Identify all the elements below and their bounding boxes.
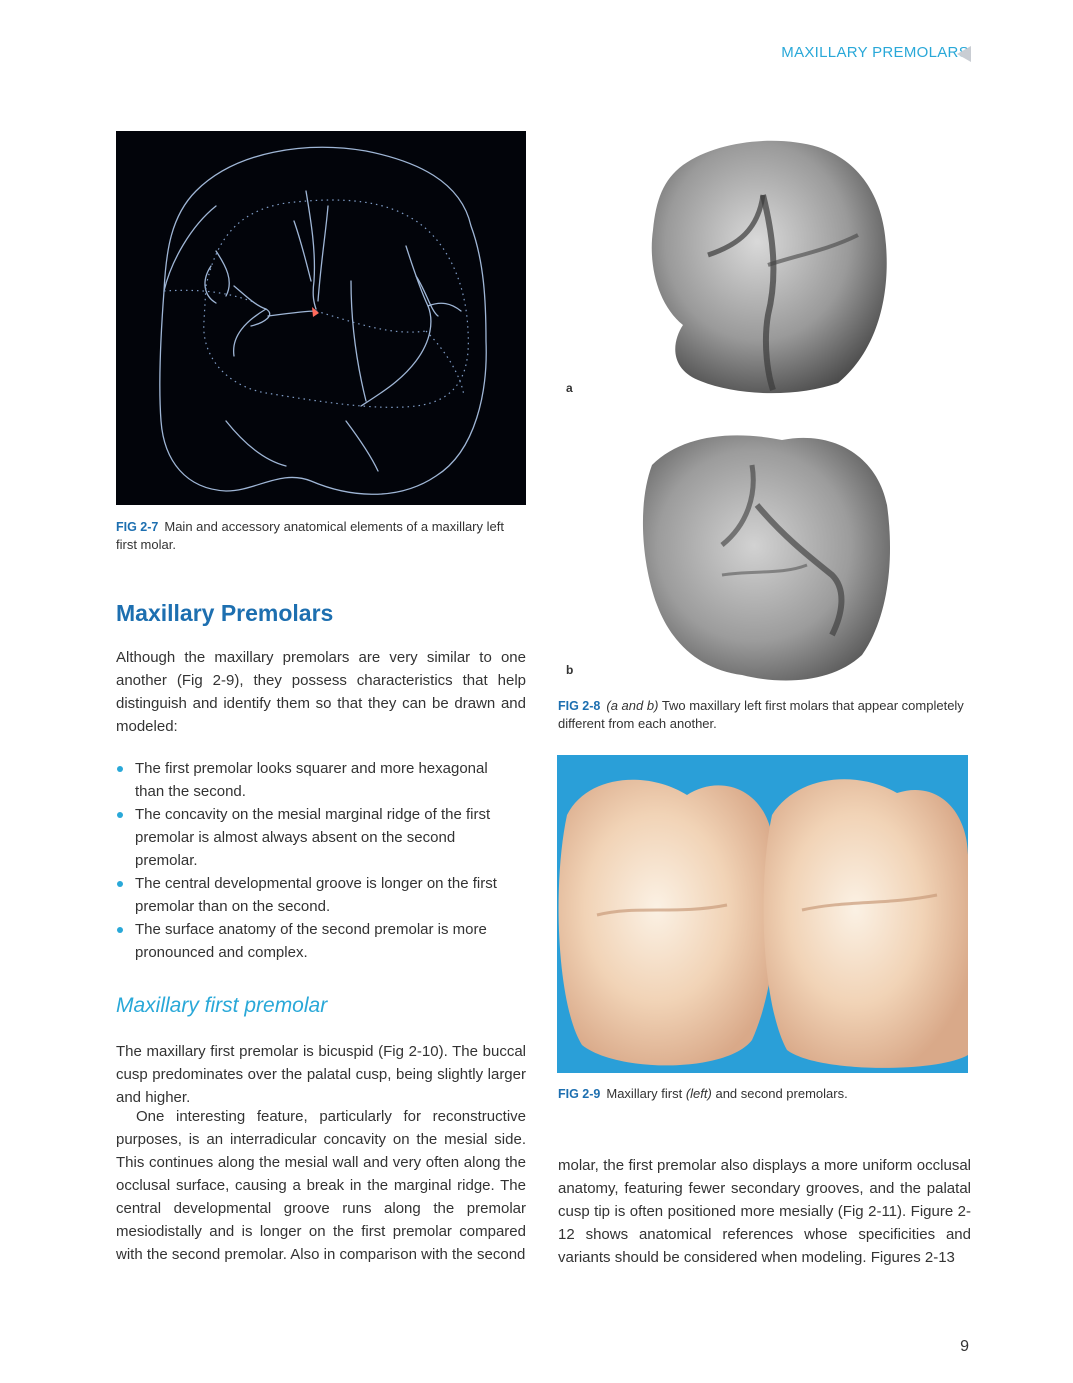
figure-2-9-caption-part2: and second premolars.	[715, 1086, 848, 1101]
page-number: 9	[960, 1338, 969, 1355]
intro-paragraph: Although the maxillary premolars are very similar to one another (Fig 2-9), they possess characteristics that help distinguish and identify them so that they can be drawn and modeled:	[116, 649, 526, 735]
figure-2-8-label: FIG 2-8	[558, 699, 601, 713]
running-head: MAXILLARY PREMOLARS	[781, 44, 969, 61]
figure-2-8a-label: a	[566, 381, 573, 395]
figure-2-9-label: FIG 2-9	[558, 1087, 601, 1101]
figure-2-9-caption-italic: (left)	[685, 1086, 712, 1101]
figure-2-7-caption-text: Main and accessory anatomical elements of a maxillary left first molar.	[116, 519, 504, 552]
figure-2-9-caption-part1: Maxillary first	[606, 1086, 683, 1101]
figure-2-8b-label: b	[566, 663, 574, 677]
bullet-item-2: The concavity on the mesial marginal ridge of the first premolar is almost always absent on the second premolar.	[116, 803, 516, 872]
bullet-item-1: The first premolar looks squarer and more hexagonal than the second.	[116, 757, 516, 803]
figure-2-8-caption-text: Two maxillary left first molars that appear completely different from each another.	[558, 698, 964, 731]
body-paragraph-2: One interesting feature, particularly for reconstructive purposes, is an interradicular concavity on the mesial side. This continues along the mesial wall and very often along the occlusal surface, causing a break in the marginal ridge. The central developmental groove runs along the premolar mesiodistally and is longer on the first premolar compared with the second premolar. Also in comparison with the second	[116, 1108, 526, 1263]
figure-2-8b-photo	[632, 425, 894, 685]
dotted-contours	[164, 200, 468, 407]
bullet-item-4: The surface anatomy of the second premolar is more pronounced and complex.	[116, 918, 516, 964]
subsection-heading: Maxillary first premolar	[116, 994, 328, 1017]
figure-2-9-caption	[558, 1085, 973, 1103]
body-paragraph-1: The maxillary first premolar is bicuspid (Fig 2-10). The buccal cusp predominates over the palatal cusp, being slightly larger and higher.	[116, 1043, 526, 1106]
figure-2-8-caption-italic: (a and b)	[606, 698, 659, 713]
figure-2-7-caption	[116, 518, 528, 553]
section-heading: Maxillary Premolars	[116, 600, 334, 626]
figure-2-8-caption	[558, 697, 973, 732]
figure-2-7-label: FIG 2-7	[116, 520, 159, 534]
running-head-arrow-icon	[957, 46, 971, 62]
bullet-list	[116, 757, 516, 964]
molar-outline-diagram	[116, 131, 526, 505]
body-paragraph-3: molar, the first premolar also displays a more uniform occlusal anatomy, featuring fewer secondary grooves, and the palatal cusp tip is often positioned more mesially (Fig 2-11). Figure 2-12 shows anatomical references whose specificities and variants should be considered when modeling. Figures 2-13	[558, 1157, 971, 1266]
bullet-item-3: The central developmental groove is longer on the first premolar than on the second.	[116, 872, 516, 918]
outline-lines	[160, 147, 486, 494]
figure-2-8a-photo	[638, 135, 894, 397]
figure-2-7-drawing	[116, 131, 526, 505]
figure-2-9-photo	[557, 755, 968, 1073]
